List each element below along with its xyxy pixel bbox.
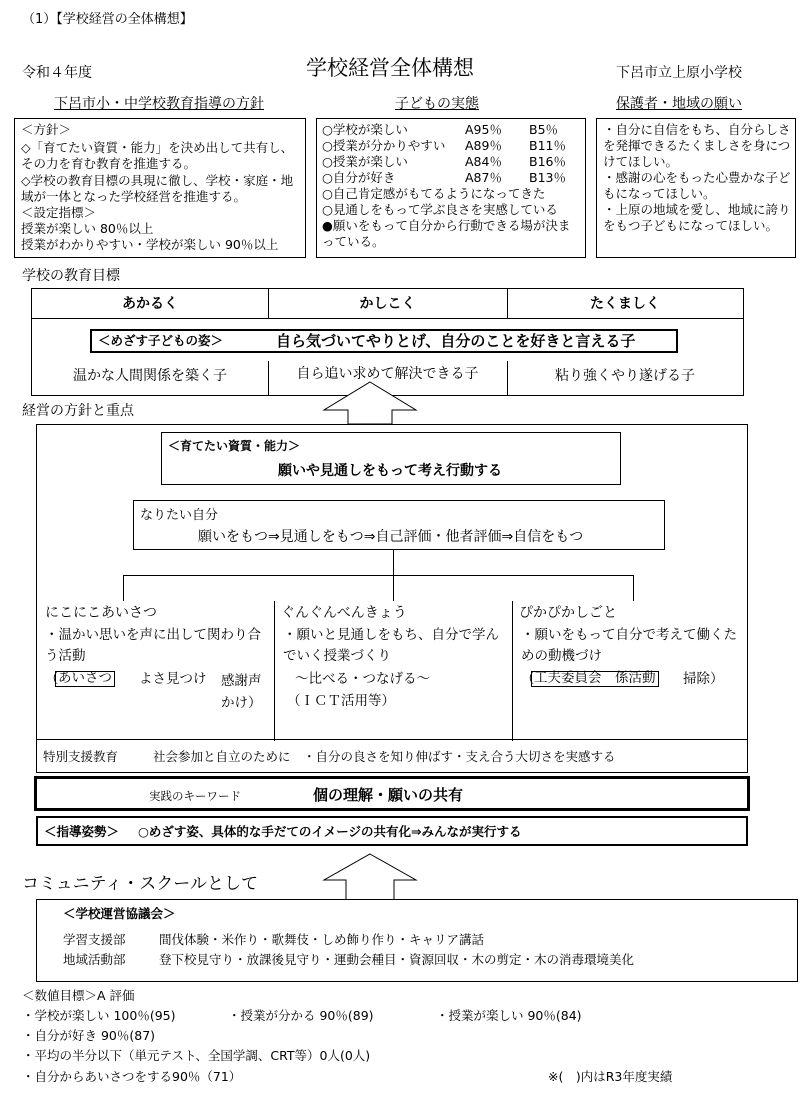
activity-work-body: ・願いをもって自分で考えて働くための動機づけ bbox=[521, 627, 737, 664]
policy-heading: 下呂市小・中学校教育指導の方針 bbox=[54, 96, 264, 112]
stat-label: ○授業が楽しい bbox=[322, 154, 408, 169]
parents-box bbox=[596, 118, 796, 258]
council-label: ＜学校運営協議会＞ bbox=[63, 906, 176, 921]
target-5: ・平均の半分以下（単元テスト、全国学調、CRT等）0人(0人) bbox=[22, 1048, 371, 1063]
ideal-child-label: ＜めざす子どもの姿＞ bbox=[98, 333, 224, 348]
goal-akaruku: あかるく bbox=[122, 296, 178, 312]
activity-work-open: （ bbox=[521, 671, 535, 687]
stat-a: A87％ bbox=[465, 170, 502, 185]
activity-study-extra1: ～比べる・つなげる～ bbox=[295, 671, 430, 687]
targets-label: ＜数値目標＞A 評価 bbox=[22, 988, 135, 1003]
parents-item-1: ・自分に自信をもち、自分らしさを発揮できるたくましさを身につけてほしい。 bbox=[603, 122, 791, 169]
target-6: ・自分からあいさつをする90％（71） bbox=[22, 1069, 242, 1084]
children-note-3: ●願いをもって自分から行動できる場が決まっている。 bbox=[322, 218, 571, 249]
stat-label: ○授業が分かりやすい bbox=[322, 138, 446, 153]
up-arrow-icon bbox=[320, 852, 420, 900]
community-heading: コミュニティ・スクールとして bbox=[22, 874, 258, 894]
policy-box bbox=[14, 118, 306, 258]
school-name: 下呂市立上原小学校 bbox=[616, 65, 742, 81]
target-2: ・授業が分かる 90％(89) bbox=[228, 1008, 374, 1023]
policy-item-2: ◇学校の教育目標の具現に徹し、学校・家庭・地域が一体となった学校経営を推進する。 bbox=[21, 173, 294, 204]
tag-yosa: よさ見つけ bbox=[139, 671, 207, 687]
stat-b: B11％ bbox=[529, 138, 566, 153]
year-label: 令和４年度 bbox=[22, 65, 92, 81]
stance-label: ＜指導姿勢＞ bbox=[44, 824, 120, 839]
activity-greeting-title: にこにこあいさつ bbox=[45, 605, 157, 621]
special-support-text: 社会参加と自立のために ・自分の良さを知り伸ばす・支え合う大切さを実感する bbox=[153, 749, 616, 764]
indicator-2: 授業がわかりやすい・学校が楽しい 90％以上 bbox=[21, 237, 279, 252]
stat-a: A84％ bbox=[465, 154, 502, 169]
goals-heading: 学校の教育目標 bbox=[22, 268, 120, 284]
stat-a: A95％ bbox=[465, 122, 502, 137]
up-arrow-icon bbox=[320, 380, 420, 424]
ideal-self-text: 願いをもつ⇒見通しをもつ⇒自己評価・他者評価⇒自信をもつ bbox=[198, 529, 584, 545]
target-1: ・学校が楽しい 100％(95) bbox=[22, 1008, 176, 1023]
activity-study-title: ぐんぐんべんきょう bbox=[281, 605, 407, 621]
management-heading: 経営の方針と重点 bbox=[22, 403, 134, 419]
stat-b: B13％ bbox=[529, 170, 566, 185]
ideal-child-text: 自ら気づいてやりとげ、自分のことを好きと言える子 bbox=[276, 332, 636, 350]
activity-work-title: ぴかぴかしごと bbox=[519, 605, 617, 621]
ideal-self-box bbox=[133, 500, 665, 550]
indicator-label: ＜設定指標＞ bbox=[21, 205, 97, 220]
dept-learning-text: 間伐体験・米作り・歌舞伎・しめ飾り作り・キャリア講話 bbox=[159, 932, 485, 947]
tag-aisatsu: あいさつ bbox=[55, 671, 115, 687]
children-heading: 子どもの実態 bbox=[395, 96, 479, 112]
special-support-box bbox=[36, 739, 748, 773]
stance-text: ○めざす姿、具体的な手だてのイメージの共有化⇒みんなが実行する bbox=[138, 824, 522, 839]
parents-item-2: ・感謝の心をもった心豊かな子どもになってほしい。 bbox=[603, 170, 791, 201]
stat-label: ○学校が楽しい bbox=[322, 122, 408, 137]
abilities-label: ＜育てたい資質・能力＞ bbox=[168, 439, 301, 453]
activity-study-extra2: （ＩＣＴ活用等） bbox=[287, 693, 395, 709]
target-3: ・授業が楽しい 90％(84) bbox=[436, 1008, 582, 1023]
goal-kashikoku: かしこく bbox=[359, 296, 416, 312]
goal-sub-2: 自ら追い求めて解決できる子 bbox=[296, 366, 479, 382]
goal-sub-3: 粘り強くやり遂げる子 bbox=[555, 368, 695, 384]
special-support-label: 特別支援教育 bbox=[43, 749, 119, 764]
dept-learning: 学習支援部 bbox=[63, 932, 126, 947]
stat-b: B5％ bbox=[529, 122, 559, 137]
activity-greeting-body: ・温かい思いを声に出して関わり合う活動 bbox=[45, 627, 261, 664]
policy-item-1: ◇「育てたい資質・能力」を決め出して共有し、その力を育む教育を推進する。 bbox=[21, 140, 294, 171]
stat-b: B16％ bbox=[529, 154, 566, 169]
keyword-label: 実践のキーワード bbox=[149, 789, 241, 803]
children-box bbox=[316, 118, 586, 258]
target-4: ・自分が好き 90％(87) bbox=[22, 1028, 156, 1043]
dept-community: 地域活動部 bbox=[63, 952, 126, 967]
keyword-box bbox=[34, 776, 750, 811]
abilities-text: 願いや見通しをもって考え行動する bbox=[278, 463, 502, 479]
activity-study-body: ・願いと見通しをもち、自分で学んでいく授業づくり bbox=[283, 627, 499, 664]
abilities-box bbox=[161, 432, 621, 485]
dept-community-text: 登下校見守り・放課後見守り・運動会種目・資源回収・木の剪定・木の消毒環境美化 bbox=[159, 952, 635, 967]
stat-a: A89％ bbox=[465, 138, 502, 153]
goal-sub-1: 温かな人間関係を築く子 bbox=[73, 368, 227, 384]
indicator-1: 授業が楽しい 80％以上 bbox=[21, 221, 154, 236]
keyword-text: 個の理解・願いの共有 bbox=[313, 786, 464, 804]
section-heading: （1）【学校経営の全体構想】 bbox=[22, 12, 193, 27]
tag-kansha: 感謝声かけ） bbox=[221, 673, 262, 711]
goal-takumashiku: たくましく bbox=[590, 296, 660, 312]
ideal-self-label: なりたい自分 bbox=[140, 508, 219, 523]
tag-committee: 工夫委員会 係活動 bbox=[531, 671, 659, 687]
tag-cleaning: 掃除） bbox=[683, 671, 724, 687]
children-note-2: ○見通しをもって学ぶ良さを実感している bbox=[322, 202, 558, 217]
activity-greeting-open: （ bbox=[45, 671, 59, 687]
policy-label: ＜方針＞ bbox=[21, 122, 72, 137]
targets-note: ※( )内はR3年度実績 bbox=[548, 1069, 673, 1084]
children-note-1: ○自己肯定感がもてるようになってきた bbox=[322, 186, 546, 201]
community-box bbox=[36, 899, 798, 982]
parents-item-3: ・上原の地域を愛し、地域に誇りをもつ子どもになってほしい。 bbox=[603, 202, 791, 233]
page-title: 学校経営全体構想 bbox=[306, 56, 474, 80]
stance-box bbox=[36, 816, 748, 846]
management-box bbox=[36, 424, 748, 740]
stat-label: ○自分が好き bbox=[322, 170, 396, 185]
ideal-child-box bbox=[90, 329, 678, 353]
parents-heading: 保護者・地域の願い bbox=[616, 96, 742, 112]
